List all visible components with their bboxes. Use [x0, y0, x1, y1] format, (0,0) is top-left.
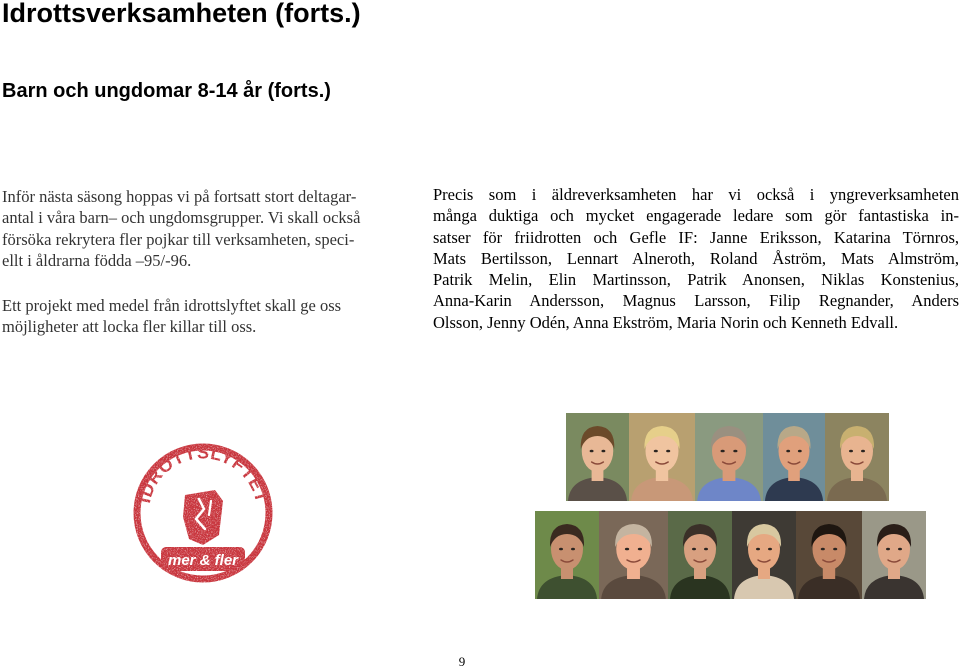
page-number: 9: [458, 654, 466, 669]
leader-photo: [796, 511, 862, 599]
portrait: [668, 511, 732, 599]
portrait-eye: [666, 450, 670, 453]
portrait: [732, 511, 796, 599]
leader-photo: [668, 511, 732, 599]
portrait-eye: [786, 450, 790, 453]
portrait-eye: [756, 548, 760, 551]
paragraph-line: Olsson, Jenny Odén, Anna Ekström, Maria Norin och Kenneth Edvall.: [433, 312, 899, 332]
portrait: [763, 413, 825, 501]
paragraph-project: [2, 295, 407, 338]
paragraph-line: ellt i åldrarna födda –95/-96.: [2, 250, 192, 270]
paragraph-line: satser för friidrotten och Gefle IF: Janne Eriksson, Katarina Törnros,: [433, 227, 959, 247]
section-subheading: Barn och ungdomar 8-14 år (forts.): [2, 80, 331, 102]
portrait-eye: [798, 450, 802, 453]
leader-photo: [825, 413, 889, 501]
portrait-eye: [625, 548, 629, 551]
paragraph-line: försöka rekrytera fler pojkar till verksamheten, speci-: [2, 229, 355, 249]
paragraph-line: många duktiga och mycket engagerade ledare som gör fantastiska in-: [433, 206, 959, 226]
portrait-eye: [821, 548, 825, 551]
logo-tagline: mer & fler: [167, 552, 239, 569]
logo-arc-text: IDROTTSLYFTET: [133, 443, 273, 505]
portrait-eye: [559, 548, 563, 551]
portrait-eye: [590, 450, 594, 453]
leader-photo: [695, 413, 763, 501]
leader-photo: [862, 511, 926, 599]
portrait: [535, 511, 599, 599]
leader-photo: [535, 511, 599, 599]
portrait-eye: [833, 548, 837, 551]
portrait-eye: [721, 450, 725, 453]
portrait: [566, 413, 629, 501]
portrait-eye: [638, 548, 642, 551]
paragraph-line: möjligheter att locka fler killar till oss.: [2, 317, 257, 337]
paragraph-line: Precis som i äldreverksamheten har vi också i yngreverksamheten: [433, 185, 959, 204]
portrait-eye: [849, 450, 853, 453]
page-heading: Idrottsverksamheten (forts.): [2, 0, 361, 28]
leader-photo: [629, 413, 695, 501]
paragraph-line: Ett projekt med medel från idrottslyftet skall ge oss: [2, 296, 342, 315]
portrait: [629, 413, 695, 501]
portrait-eye: [733, 450, 737, 453]
paragraph-recruitment: [2, 186, 407, 271]
leader-photo: [566, 413, 629, 501]
leader-photo: [763, 413, 825, 501]
leader-photo: [732, 511, 796, 599]
portrait-eye: [898, 548, 902, 551]
portrait-eye: [861, 450, 865, 453]
portrait: [862, 511, 926, 599]
portrait-eye: [692, 548, 696, 551]
paragraph-leaders: [433, 184, 959, 333]
paragraph-line: antal i våra barn– och ungdomsgrupper. Vi skall också: [2, 208, 361, 228]
paragraph-line: Inför nästa säsong hoppas vi på fortsatt stort deltagar-: [2, 187, 357, 206]
figure-icon: [183, 490, 223, 545]
portrait-eye: [571, 548, 575, 551]
paragraph-line: Anna-Karin Andersson, Magnus Larsson, Filip Regnander, Anders: [433, 291, 959, 311]
portrait-eye: [601, 450, 605, 453]
leader-photo: [599, 511, 668, 599]
paragraph-line: Mats Bertilsson, Lennart Alneroth, Roland Åström, Mats Almström,: [433, 248, 959, 268]
portrait-eye: [654, 450, 658, 453]
portrait-eye: [886, 548, 890, 551]
portrait: [825, 413, 889, 501]
portrait: [796, 511, 862, 599]
portrait-eye: [704, 548, 708, 551]
idrottslyftet-logo: [133, 443, 273, 583]
portrait: [695, 413, 763, 501]
portrait: [599, 511, 668, 599]
paragraph-line: Patrik Melin, Elin Martinsson, Patrik Anonsen, Niklas Konstenius,: [433, 270, 959, 290]
portrait-eye: [768, 548, 772, 551]
